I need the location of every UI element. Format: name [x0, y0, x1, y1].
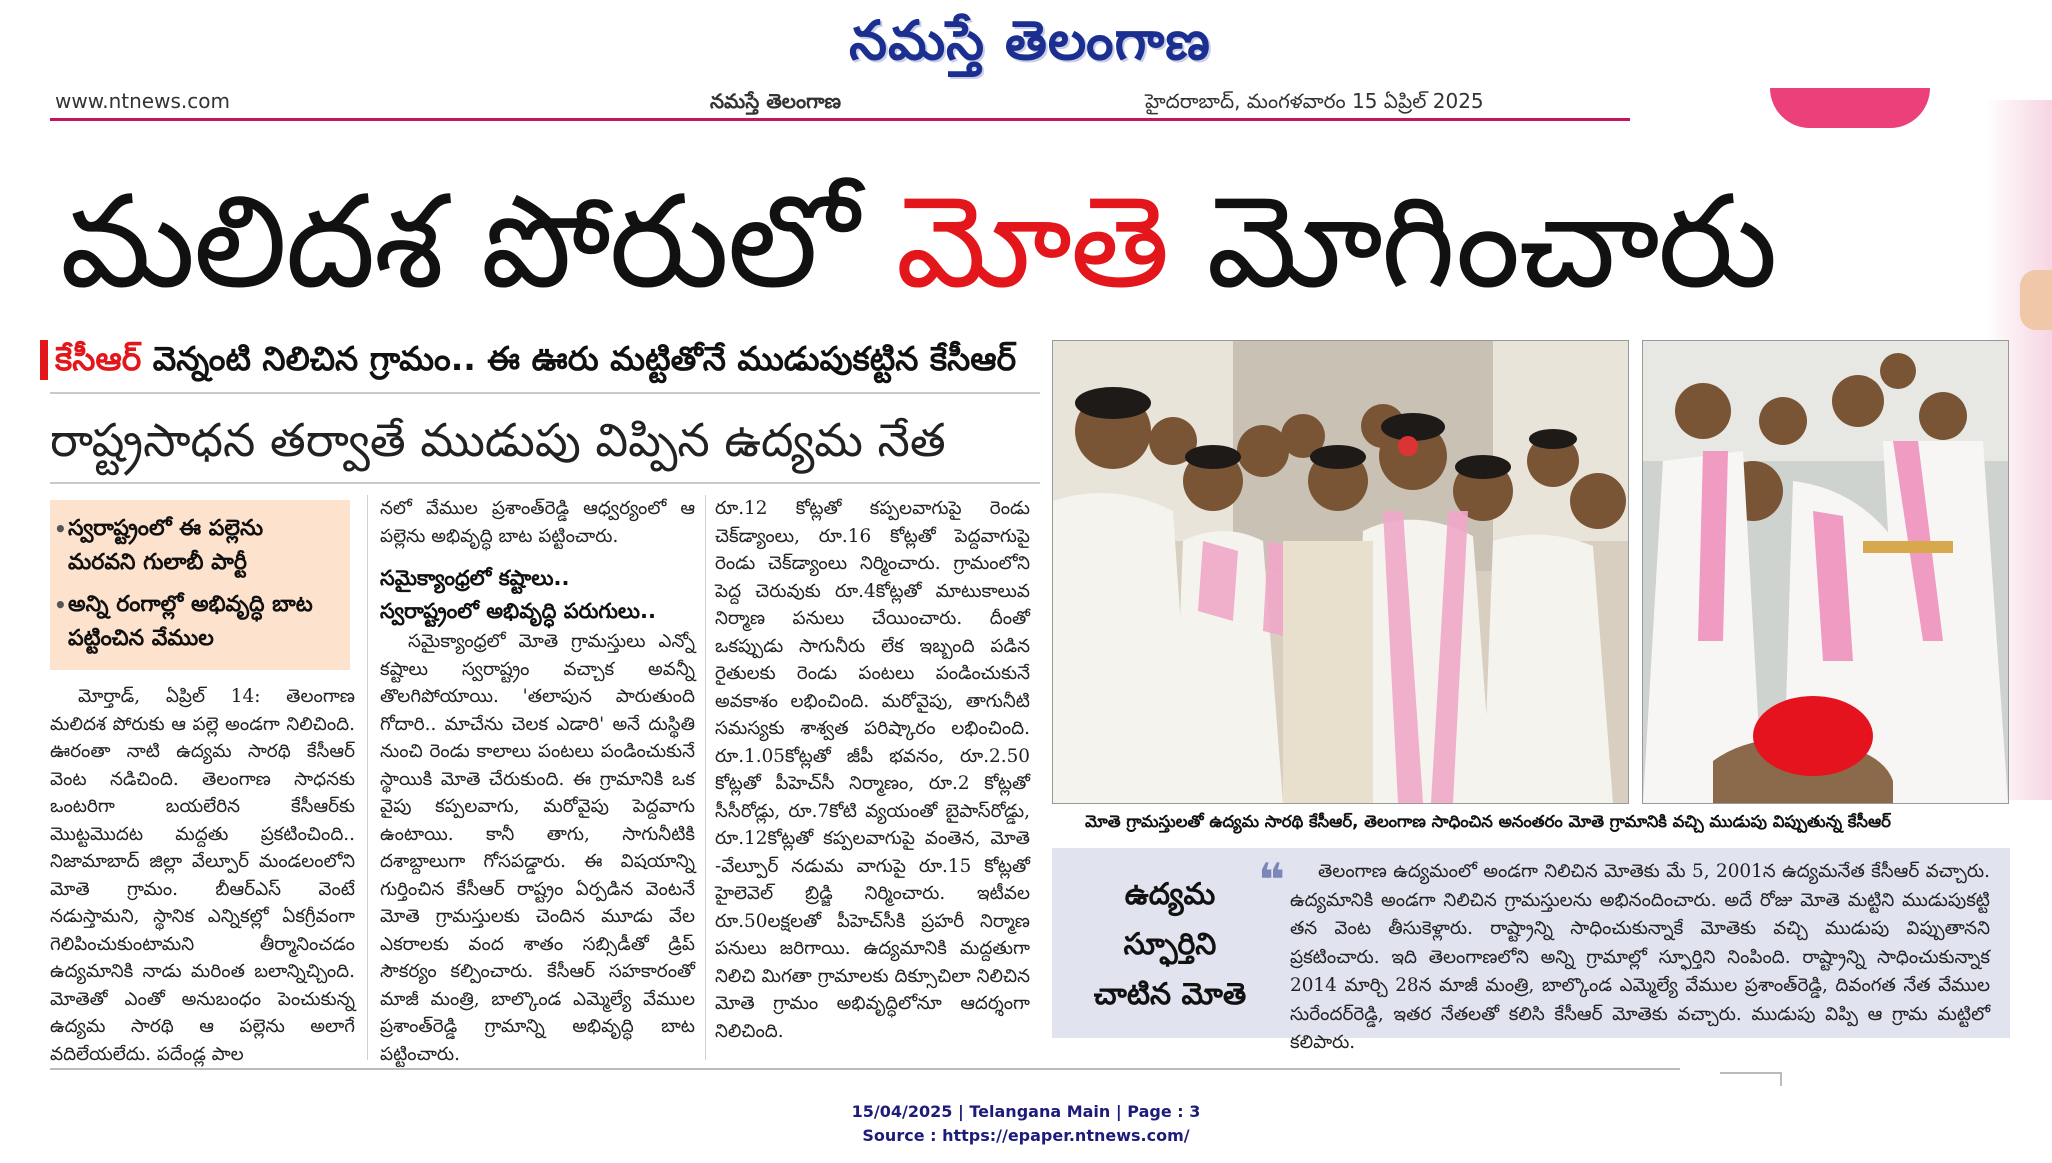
column-rule [367, 495, 368, 1060]
subhead1-rest: వెన్నంటి నిలిచిన గ్రామం.. ఈ ఊరు మట్టితోనే ముడుపుకట్టిన కేసీఆర్ [141, 339, 1017, 378]
divider [50, 482, 1040, 484]
paragraph: రూ.12 కోట్లతో కప్పలవాగుపై రెండు చెక్‌డ్యాంలు, రూ.16 కోట్లతో పెద్దవాగుపై రెండు చెక్‌డ్యాంలు నిర్మించారు. గ్రామంలోని పెద్ద చెరువుకు రూ.4కోట్లతో మాటుకాలువ నిర్మాణ పనులు చేయించారు. దీంతో ఒకప్పుడు సాగునీరు లేక ఇబ్బంది పడిన రైతులకు రెండు పంటలు పండించుకునే అవకాశం లభించింది. మరోవైపు, తాగునీటి సమస్యకు శాశ్వత పరిష్కారం లభించింది. రూ.1.05కోట్లతో జీపీ భవనం, రూ.2.50 కోట్లతో పీహెచ్‌సీ నిర్మాణం, రూ.2 కోట్లతో సీసీరోడ్లు, రూ.7కోటి వ్యయంతో బైపాస్‌రోడ్డు, రూ.12కోట్లతో కప్పలవాగుపై వంతెన, మోతె -వేల్పూర్ నడుమ వాగుపై రూ.15 కోట్లతో హైలెవెల్ బ్రిడ్జి నిర్మించారు. ఇటీవల రూ.50లక్షలతో పీహెచ్‌సీకి ప్రహరీ నిర్మాణ పనులు జరిగాయి. ఉద్యమానికి మద్దతుగా నిలిచి మిగతా గ్రామాలకు దిక్సూచిలా నిలిచిన మోతె గ్రామం అభివృద్ధిలోనూ ఆదర్శంగా నిలిచింది. [715, 498, 1030, 1042]
subhead1-red: కేసీఆర్ [55, 339, 142, 378]
bullet-icon: • [54, 517, 67, 541]
section-heading: సమైక్యాంధ్రలో కష్టాలు.. [380, 566, 570, 590]
divider [50, 392, 1040, 394]
photo-villagers-with-kcr[interactable] [1052, 340, 1629, 804]
highlight-item: • అన్ని రంగాల్లో అభివృద్ధి బాట పట్టించిన వేముల [68, 588, 338, 656]
adjacent-page-thumbnail [2020, 270, 2052, 330]
highlights-box [50, 500, 350, 670]
bullet-icon: • [54, 593, 67, 617]
article-column-2 [380, 495, 695, 1065]
paragraph: నలో వేముల ప్రశాంత్‌రెడ్డి ఆధ్వర్యంలో ఆ పల్లెను అభివృద్ధి బాట పట్టించారు. [380, 498, 695, 547]
main-headline [60, 155, 1990, 330]
quote-icon: ❝ [1258, 853, 1285, 907]
highlight-item: • స్వరాష్ట్రంలో ఈ పల్లెను మరవని గులాబీ పార్టీ [68, 512, 338, 580]
photo-kcr-untying-offering[interactable] [1642, 340, 2009, 804]
sidebar-text: తెలంగాణ ఉద్యమంలో అండగా నిలిచిన మోతెకు మే 5, 2001న ఉద్యమనేత కేసీఆర్ వచ్చారు. ఉద్యమానికి అండగా నిలిచిన గ్రామస్తులను అభినందించారు. అదే రోజు మోతె మట్టిని ముడుపుకట్టి తన వెంట తీసుకెళ్లారు. రాష్ట్రాన్ని సాధించుకున్నాకే మోతెకు వచ్చి ముడుపు విప్పుతానని ప్రకటించారు. ఇది తెలంగాణలోని అన్ని గ్రామాల్లో స్ఫూర్తిని నింపింది. రాష్ట్రాన్ని సాధించుకున్నాక 2014 మార్చి 28న మాజీ మంత్రి, బాల్కొండ ఎమ్మెల్యే వేముల ప్రశాంత్‌రెడ్డి, దివంగత నేత వేముల సురేందర్‌రెడ్డి, ఇతర నేతలతో కలిసి కేసీఆర్ మోతెకు వచ్చారు. ముడుపు విప్పి ఆ గ్రామ మట్టిలో కలిపారు. [1290, 861, 1990, 1053]
headline-part3: మోగించారు [1167, 168, 1776, 317]
website-url: www.ntnews.com [55, 89, 230, 113]
bottom-divider [50, 1068, 1680, 1070]
paragraph: మోర్తాడ్, ఏప్రిల్ 14: తెలంగాణ మలిదశ పోరుకు ఆ పల్లె అండగా నిలిచింది. ఊరంతా నాటి ఉద్యమ సారథి కేసీఆర్ వెంట నడిచింది. తెలంగాణ సాధనకు ఒంటరిగా బయలేరిన కేసీఆర్‌కు మొట్టమొదట మద్దతు ప్రకటించింది.. నిజామాబాద్ జిల్లా వేల్పూర్ మండలంలోని మోతె గ్రామం. బీఆర్‌ఎస్ వెంటే నడుస్తామని, స్థానిక ఎన్నికల్లో ఏకగ్రీవంగా గెలిపించుకుంటామని తీర్మానించడం ఉద్యమానికి నాడు మరింత బలాన్నిచ్చింది. మోతెతో ఎంతో అనుబంధం పెంచుకున్న ఉద్యమ సారథి ఆ పల్లెను అలాగే వదిలేయలేదు. పదేండ్ల పాల [50, 686, 355, 1065]
photo-caption: మోతె గ్రామస్తులతో ఉద్యమ సారథి కేసీఆర్, తెలంగాణ సాధించిన అనంతరం మోతె గ్రామానికి వచ్చి ముడుపు విప్పుతున్న కేసీఆర్ [1085, 812, 1891, 831]
decorative-blob [1770, 88, 1930, 128]
headline-part1: మలిదశ పోరులో [60, 168, 896, 317]
page-info: 15/04/2025 | Telangana Main | Page : 3 [851, 1102, 1201, 1121]
headline-highlight: మోతె [895, 168, 1168, 317]
corner-mark [1720, 1072, 1782, 1086]
newspaper-logo[interactable]: నమస్తే తెలంగాణ [849, 8, 1211, 72]
article-column-1 [50, 683, 355, 1065]
source-link[interactable]: Source : https://epaper.ntnews.com/ [862, 1126, 1190, 1145]
subheadline-2: రాష్ట్రసాధన తర్వాతే ముడుపు విప్పిన ఉద్యమ నేత [50, 413, 946, 467]
masthead [0, 0, 2052, 80]
article-column-3 [715, 495, 1030, 1060]
edition-strip [50, 88, 1630, 121]
strip-logo: నమస్తే తెలంగాణ [710, 89, 842, 113]
photo-illustration [1053, 341, 1628, 803]
subheadline-1 [55, 336, 1045, 382]
paragraph: సమైక్యాంధ్రలో మోతె గ్రామస్తులు ఎన్నో కష్టాలు స్వరాష్ట్రం వచ్చాక అవన్నీ తొలగిపోయాయి. 'తలాపున పారుతుంది గోదారి.. మాచేను చెలక ఎడారి' అనే దుస్థితి నుంచి రెండు కాలాలు పంటలు పండించుకునే స్థాయికి మోతె చేరుకుంది. ఈ గ్రామానికి ఒక వైపు కప్పలవాగు, మరోవైపు పెద్దవాగు ఉంటాయి. కానీ తాగు, సాగునీటికి దశాబ్దాలుగా గోసపడ్డారు. ఈ విషయాన్ని గుర్తించిన కేసీఆర్ రాష్ట్రం ఏర్పడిన వెంటనే మోతె గ్రామస్తులకు చెందిన మూడు వేల ఎకరాలకు వంద శాతం సబ్సిడీతో డ్రిప్ సౌకర్యం కల్పించారు. కేసీఆర్ సహకారంతో మాజీ మంత్రి, బాల్కొండ ఎమ్మెల్యే వేముల ప్రశాంత్‌రెడ్డి గ్రామాన్ని అభివృద్ధి బాట పట్టించారు. [380, 631, 695, 1065]
photo-illustration [1643, 341, 2008, 803]
section-heading: స్వరాష్ట్రంలో అభివృద్ధి పరుగులు.. [380, 599, 656, 623]
column-rule [705, 495, 706, 1060]
subhead-accent-bar [40, 340, 48, 380]
edition-date: హైదరాబాద్, మంగళవారం 15 ఏప్రిల్ 2025 [1145, 89, 1484, 113]
sidebar-title: ఉద్యమ స్ఫూర్తిని చాటిన మోతె [1093, 877, 1247, 1012]
